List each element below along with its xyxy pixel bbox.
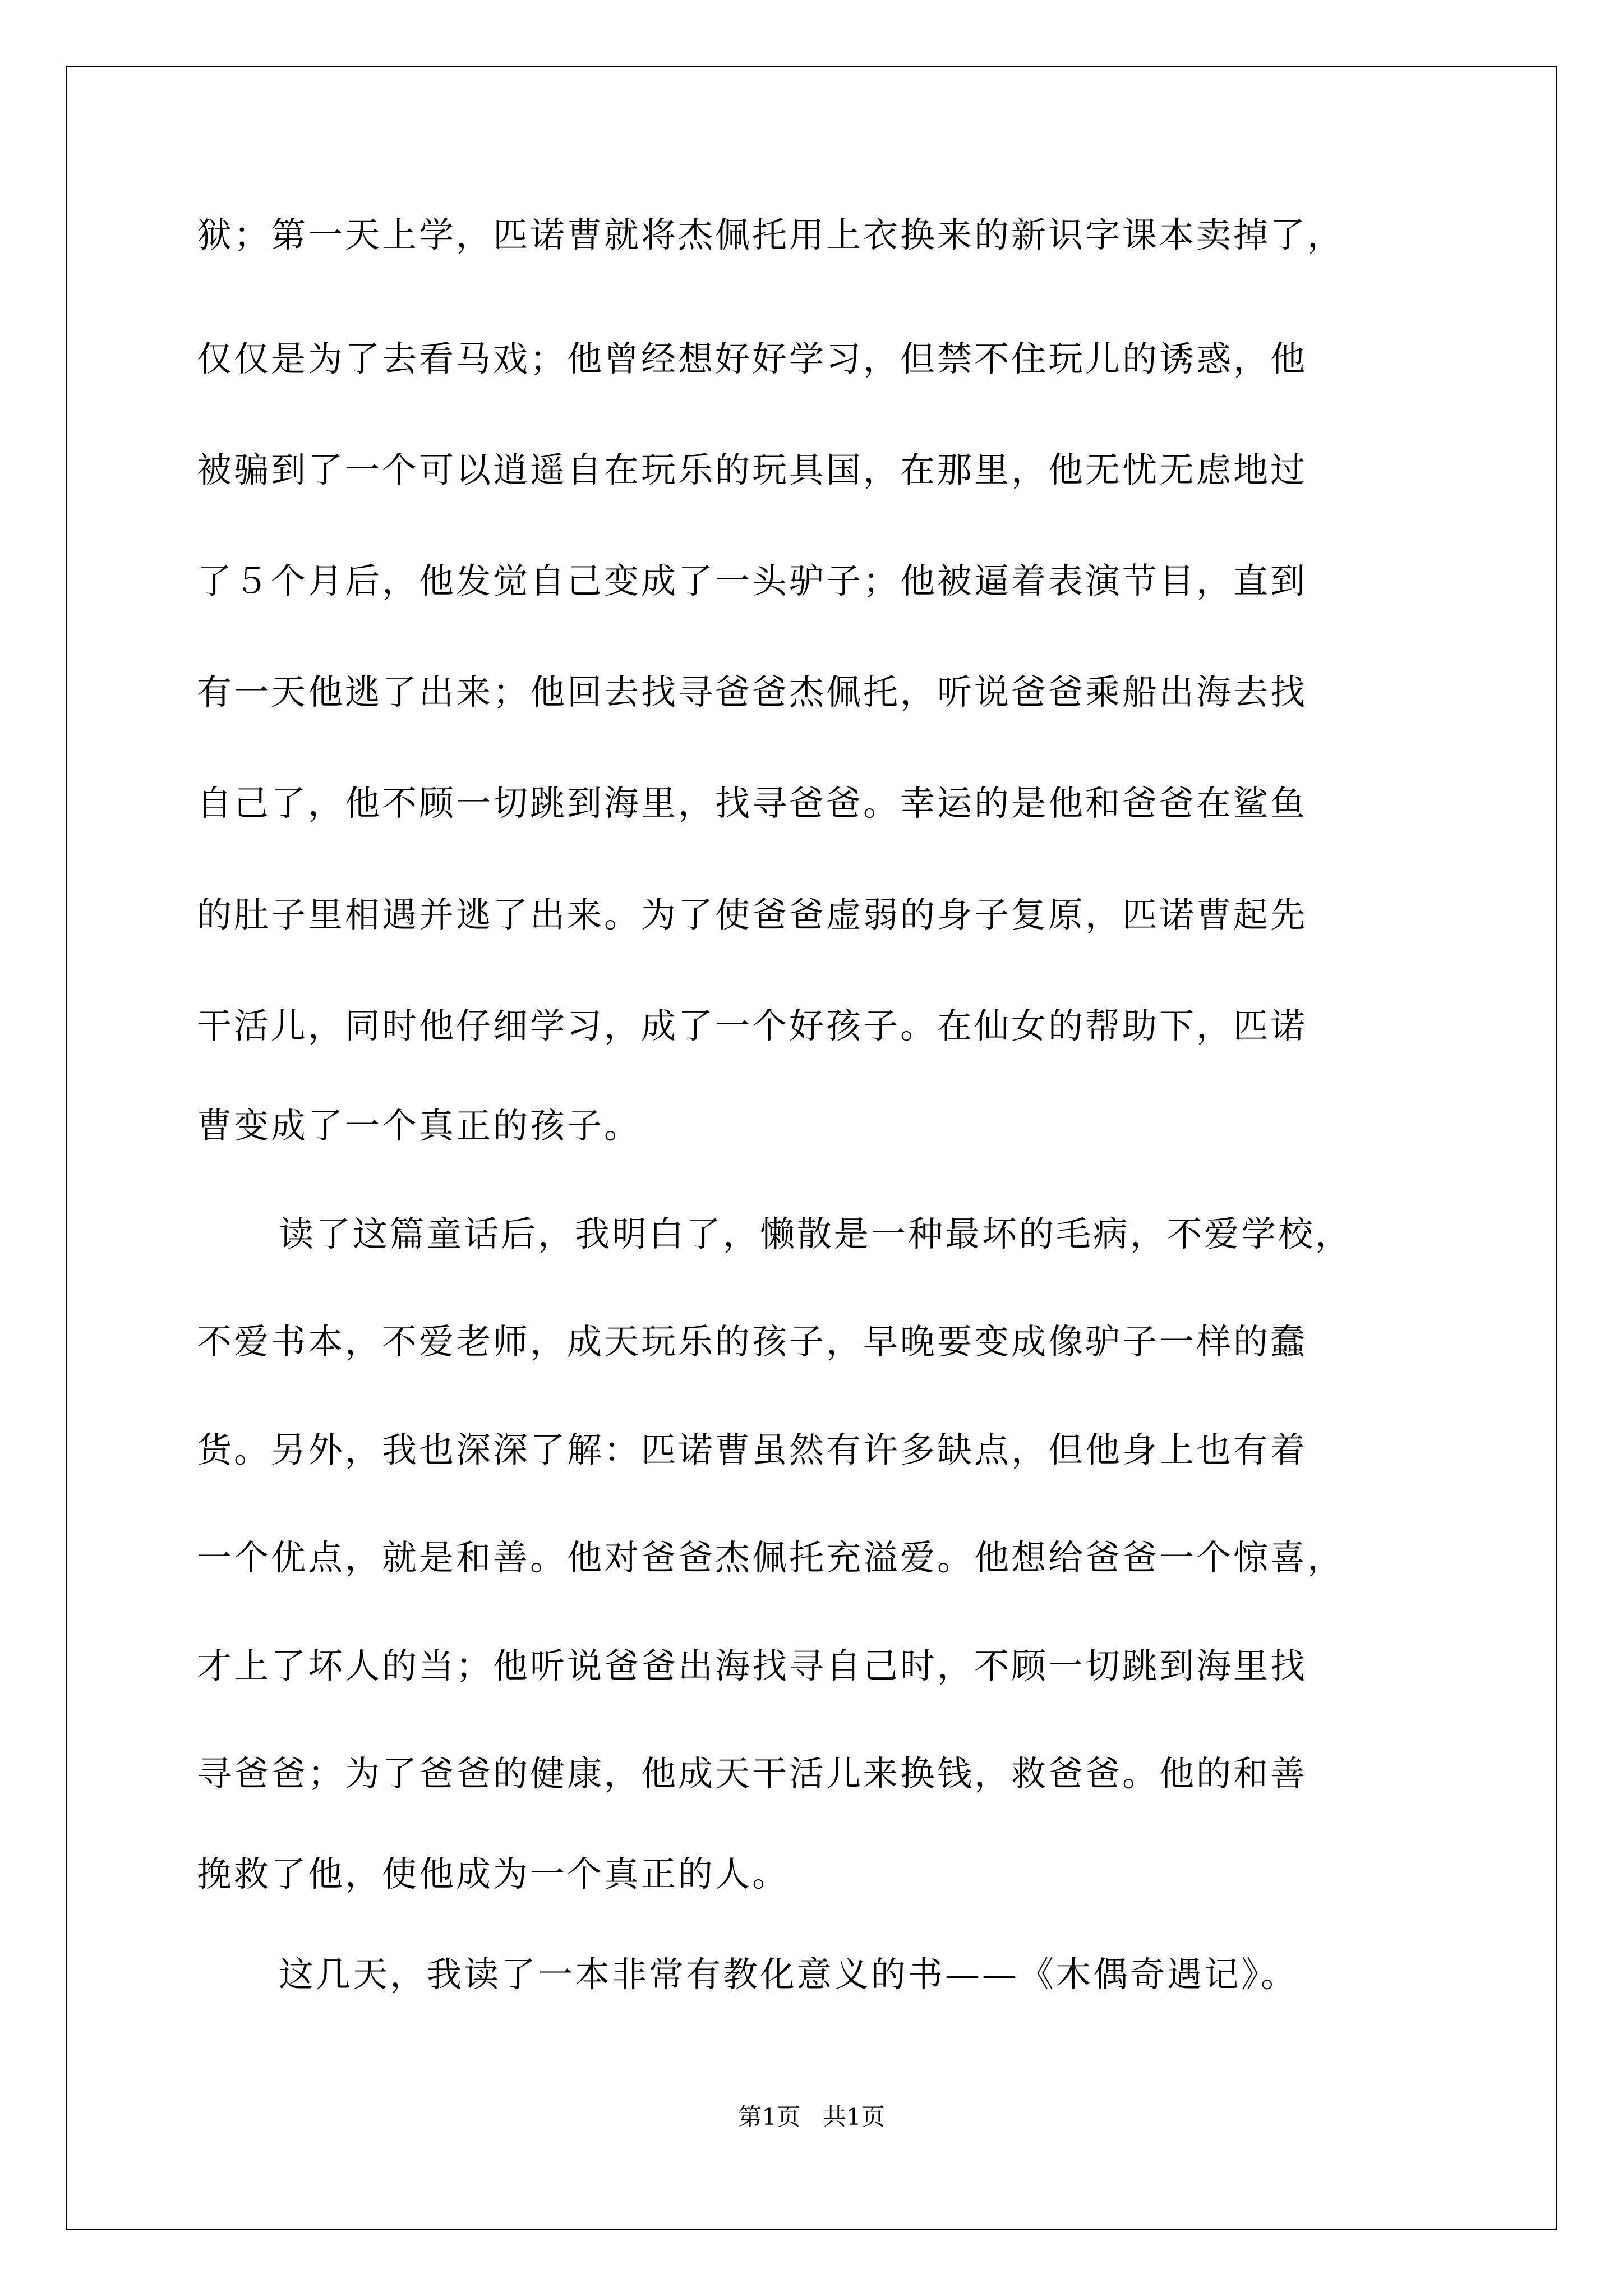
text-line: 挽救了他，使他成为一个真正的人。 xyxy=(197,1853,790,1894)
text-line: 寻爸爸；为了爸爸的健康，他成天干活儿来换钱，救爸爸。他的和善 xyxy=(197,1753,1308,1794)
paragraph-start-line: 读了这篇童话后，我明白了，懒散是一种最坏的毛病，不爱学校， xyxy=(279,1213,1353,1254)
text-line: 狱；第一天上学，匹诺曹就将杰佩托用上衣换来的新识字课本卖掉了， xyxy=(197,214,1345,255)
text-line: 货。另外，我也深深了解：匹诺曹虽然有许多缺点，但他身上也有着 xyxy=(197,1429,1308,1470)
text-line: 才上了坏人的当；他听说爸爸出海找寻自己时，不顾一切跳到海里找 xyxy=(197,1645,1308,1686)
text-line: 不爱书本，不爱老师，成天玩乐的孩子，早晚要变成像驴子一样的蠢 xyxy=(197,1321,1308,1362)
text-line: 一个优点，就是和善。他对爸爸杰佩托充溢爱。他想给爸爸一个惊喜， xyxy=(197,1537,1345,1578)
text-line: 仅仅是为了去看马戏；他曾经想好好学习，但禁不住玩儿的诱惑，他 xyxy=(197,338,1308,379)
text-line: 了５个月后，他发觉自己变成了一头驴子；他被逼着表演节目，直到 xyxy=(197,560,1308,601)
text-line: 有一天他逃了出来；他回去找寻爸爸杰佩托，听说爸爸乘船出海去找 xyxy=(197,671,1308,712)
text-line: 曹变成了一个真正的孩子。 xyxy=(197,1105,642,1146)
text-line: 自己了，他不顾一切跳到海里，找寻爸爸。幸运的是他和爸爸在鲨鱼 xyxy=(197,783,1308,823)
paragraph-start-line: 这几天，我读了一本非常有教化意义的书——《木偶奇遇记》。 xyxy=(279,1954,1298,1995)
text-line: 干活儿，同时他仔细学习，成了一个好孩子。在仙女的帮助下，匹诺 xyxy=(197,1005,1308,1046)
page-number-footer: 第1页 共1页 xyxy=(738,2103,885,2131)
text-line: 被骗到了一个可以逍遥自在玩乐的玩具国，在那里，他无忧无虑地过 xyxy=(197,449,1308,490)
text-line: 的肚子里相遇并逃了出来。为了使爸爸虚弱的身子复原，匹诺曹起先 xyxy=(197,894,1308,935)
